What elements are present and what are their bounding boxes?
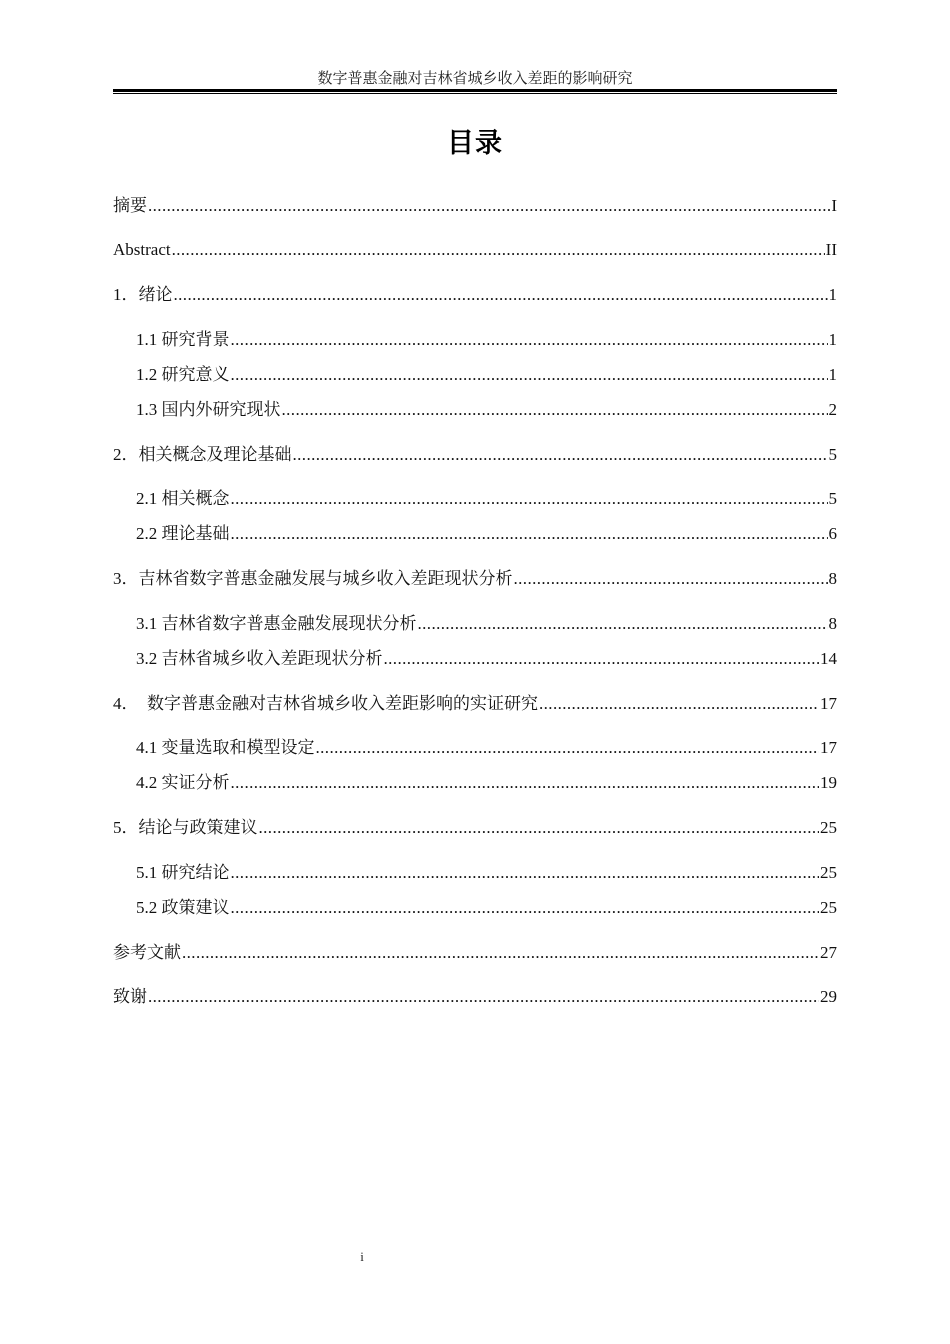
toc-entry-page: 29 — [820, 987, 837, 1006]
toc-leader-dots — [172, 239, 825, 261]
header-rule-thick — [113, 89, 837, 92]
toc-entry-page: I — [831, 196, 837, 215]
toc-leader-dots — [231, 488, 828, 510]
toc-entry-section-3-2[interactable] — [136, 648, 837, 670]
toc-leader-dots — [174, 284, 828, 306]
toc-entry-page: 5 — [828, 489, 837, 508]
toc-entry-references[interactable] — [113, 942, 837, 964]
toc-leader-dots — [293, 444, 828, 466]
toc-entry-page: 1 — [828, 285, 837, 304]
toc-entry-page: 6 — [828, 524, 837, 543]
toc-entry-label: Abstract — [113, 240, 171, 259]
toc-leader-dots — [282, 399, 828, 421]
toc-entry-section-4-1[interactable] — [136, 737, 837, 759]
toc-entry-section-1-1[interactable] — [136, 329, 837, 351]
toc-entry-label: 3.2 吉林省城乡收入差距现状分析 — [136, 649, 383, 668]
toc-entry-abstract-en[interactable] — [113, 239, 837, 261]
toc-leader-dots — [259, 817, 820, 839]
toc-entry-page: II — [825, 240, 837, 259]
running-header: 数字普惠金融对吉林省城乡收入差距的影响研究 — [317, 69, 633, 87]
toc-entry-label: 参考文献 — [113, 943, 181, 962]
toc-leader-dots — [231, 329, 828, 351]
toc-leader-dots — [231, 772, 820, 794]
toc-entry-label: 摘要 — [113, 196, 147, 215]
toc-leader-dots — [231, 523, 828, 545]
toc-entry-page: 1 — [828, 365, 837, 384]
toc-leader-dots — [418, 613, 828, 635]
toc-leader-dots — [182, 942, 819, 964]
toc-entry-section-5-1[interactable] — [136, 862, 837, 884]
toc-entry-section-2-2[interactable] — [136, 523, 837, 545]
toc-entry-page: 17 — [820, 738, 837, 757]
toc-entry-label: 2．相关概念及理论基础 — [113, 445, 292, 464]
toc-entry-chapter-5[interactable] — [113, 817, 837, 839]
toc-entry-label: 2.2 理论基础 — [136, 524, 230, 543]
toc-leader-dots — [231, 364, 828, 386]
toc-entry-section-1-3[interactable] — [136, 399, 837, 421]
toc-entry-label: 2.1 相关概念 — [136, 489, 230, 508]
toc-leader-dots — [316, 737, 820, 759]
toc-entry-chapter-2[interactable] — [113, 444, 837, 466]
toc-entry-page: 1 — [828, 330, 837, 349]
toc-title: 目录 — [447, 128, 503, 159]
toc-entry-acknowledgements[interactable] — [113, 986, 837, 1008]
toc-entry-page: 14 — [820, 649, 837, 668]
toc-entry-section-4-2[interactable] — [136, 772, 837, 794]
toc-entry-section-1-2[interactable] — [136, 364, 837, 386]
toc-entry-page: 27 — [820, 943, 837, 962]
toc-entry-label: 致谢 — [113, 987, 147, 1006]
toc-entry-label: 4.2 实证分析 — [136, 773, 230, 792]
toc-entry-chapter-3[interactable] — [113, 568, 837, 590]
toc-entry-page: 2 — [828, 400, 837, 419]
toc-entry-label: 3．吉林省数字普惠金融发展与城乡收入差距现状分析 — [113, 569, 513, 588]
toc-leader-dots — [231, 862, 820, 884]
toc-entry-section-5-2[interactable] — [136, 897, 837, 919]
toc-leader-dots — [514, 568, 828, 590]
toc-entry-label: 1．绪论 — [113, 285, 173, 304]
toc-entry-chapter-1[interactable] — [113, 284, 837, 306]
toc-entry-label: 5．结论与政策建议 — [113, 818, 258, 837]
toc-entry-label: 1.2 研究意义 — [136, 365, 230, 384]
toc-entry-page: 25 — [820, 898, 837, 917]
toc-entry-label: 5.2 政策建议 — [136, 898, 230, 917]
toc-leader-dots — [384, 648, 820, 670]
toc-leader-dots — [231, 897, 820, 919]
toc-entry-page: 8 — [828, 614, 837, 633]
toc-entry-page: 19 — [820, 773, 837, 792]
toc-leader-dots — [148, 195, 830, 217]
toc-entry-page: 17 — [820, 694, 837, 713]
toc-entry-label: 3.1 吉林省数字普惠金融发展现状分析 — [136, 614, 417, 633]
toc-entry-label: 4． 数字普惠金融对吉林省城乡收入差距影响的实证研究 — [113, 694, 538, 713]
toc-entry-page: 25 — [820, 863, 837, 882]
toc-leader-dots — [539, 693, 819, 715]
header-rule-thin — [113, 93, 837, 94]
toc-entry-page: 5 — [828, 445, 837, 464]
toc-entry-page: 25 — [820, 818, 837, 837]
toc-leader-dots — [148, 986, 819, 1008]
toc-entry-section-2-1[interactable] — [136, 488, 837, 510]
toc-entry-section-3-1[interactable] — [136, 613, 837, 635]
toc-entry-label: 5.1 研究结论 — [136, 863, 230, 882]
toc-entry-abstract-cn[interactable] — [113, 195, 837, 217]
toc-entry-label: 4.1 变量选取和模型设定 — [136, 738, 315, 757]
toc-entry-chapter-4[interactable] — [113, 693, 837, 715]
toc-entry-label: 1.3 国内外研究现状 — [136, 400, 281, 419]
toc-entry-page: 8 — [828, 569, 837, 588]
toc-entry-label: 1.1 研究背景 — [136, 330, 230, 349]
page-number: i — [360, 1249, 364, 1264]
